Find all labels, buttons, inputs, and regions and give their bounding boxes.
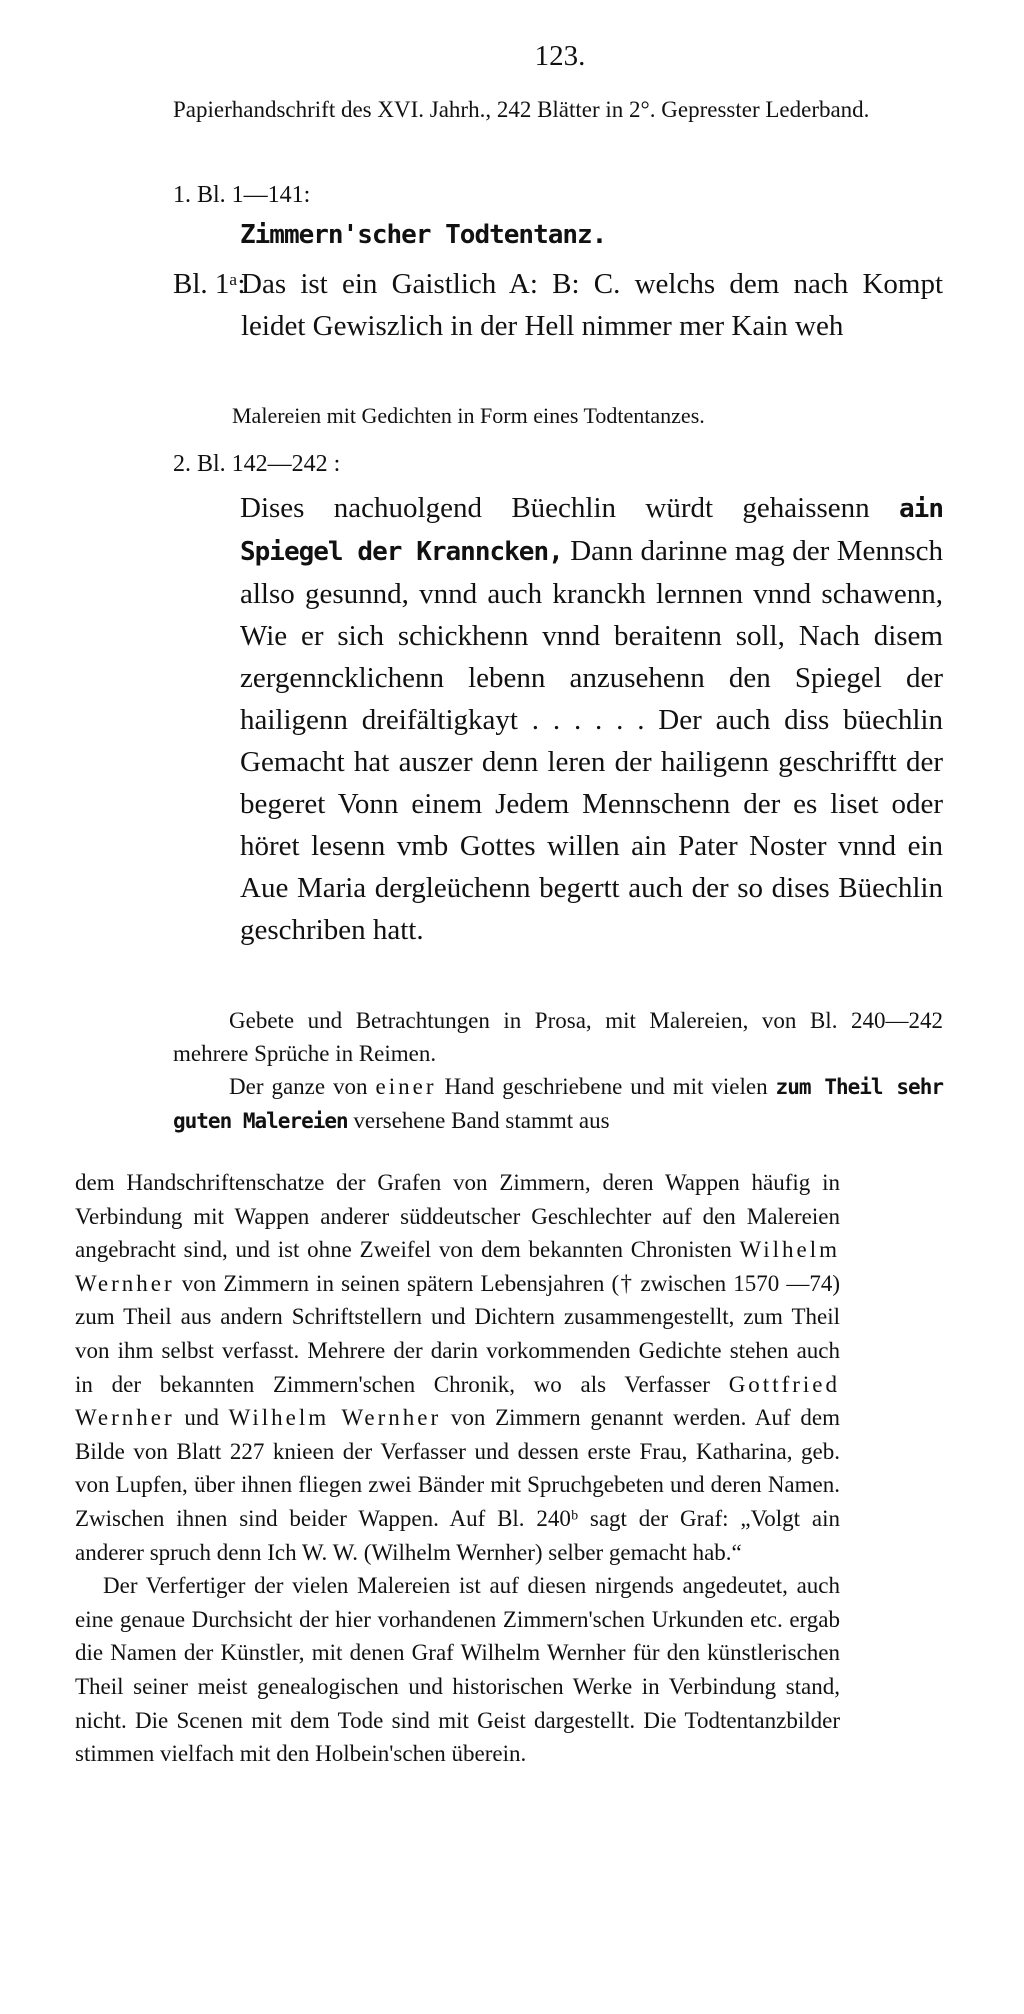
note-b-text-3: versehene Band stammt aus bbox=[347, 1108, 610, 1133]
p1-text-a: dem Handschriftenschatze der Grafen von Zimmern, deren Wappen häufig in Verbindung mit Wappen anderer süddeutscher Geschlechter auf den Malereien angebracht sind, und ist ohne Zweifel von dem bekannten Chronisten bbox=[75, 1170, 840, 1263]
section-1-title: Zimmern'scher Todtentanz. bbox=[240, 220, 607, 250]
commentary bbox=[75, 1166, 840, 1771]
note-b-spaced: einer bbox=[375, 1074, 437, 1099]
section-2-heading: 2. Bl. 142—242 : bbox=[173, 451, 341, 477]
page-number: 123. bbox=[534, 40, 586, 72]
folio-label: Bl. 1ᵃ: bbox=[173, 268, 246, 300]
section-1-note: Malereien mit Gedichten in Form eines Todtentanzes. bbox=[232, 403, 705, 428]
p1-spaced-name-3: Wilhelm Wernher bbox=[228, 1405, 442, 1431]
section-2-notes bbox=[173, 1004, 943, 1138]
section-1-incipit bbox=[173, 263, 943, 347]
incipit-text: Das ist ein Gaistlich A: B: C. welchs dem nach Kompt leidet Gewiszlich in der Hell nimmer mer Kain weh bbox=[241, 268, 943, 342]
manuscript-description: Papierhandschrift des XVI. Jahrh., 242 Blätter in 2°. Gepresster Lederband. bbox=[173, 97, 870, 122]
incipit-text-rest: Dann darinne mag der Mennsch allso gesunnd, vnnd auch kranckh lernnen vnnd schawenn, Wie er sich schickhenn vnnd beraitenn soll, Nach disem zergenncklichenn lebenn anzusehenn den Spiegel der hailigenn dreifältigkayt . . . . . . Der auch diss büechlin Gemacht hat auszer denn leren der hailigenn geschrifftt der begeret Vonn einem Jedem Mennschenn der es liset oder höret lesenn vmb Gottes willen ain Pater Noster vnnd ein Aue Maria dergleüchenn begertt auch der so dises Büechlin geschriben hatt. bbox=[240, 535, 944, 946]
p1-spaced-name-2: Gottfried Wernher bbox=[75, 1371, 840, 1431]
note-b-bold: zum Theil sehr guten Malereien bbox=[173, 1075, 943, 1133]
note-b-text-1: Der ganze von bbox=[229, 1074, 376, 1099]
incipit-bold-title: ain Spiegel der Kranncken, bbox=[240, 494, 943, 567]
note-b-text-2: Hand geschriebene und mit vielen bbox=[436, 1074, 776, 1099]
p1-text-c: und bbox=[174, 1405, 229, 1431]
p1-text-d: von Zimmern genannt werden. Auf dem Bilde von Blatt 227 knieen der Verfasser und dessen erste Frau, Katharina, geb. von Lupfen, über ihnen fliegen zwei Bänder mit Spruchgebeten und deren Namen. Zwischen ihnen sind beider Wappen. Auf Bl. 240ᵇ sagt der Graf: „Volgt ain anderer spruch denn Ich W. W. (Wilhelm Wernher) selber gemacht hab.“ bbox=[75, 1405, 841, 1565]
section-2-incipit bbox=[240, 487, 943, 951]
section-2-note-b bbox=[173, 1070, 943, 1138]
p1-spaced-name-1: Wilhelm Wernher bbox=[75, 1237, 840, 1296]
commentary-paragraph-2: Der Verfertiger der vielen Malereien ist auf diesen nirgends angedeutet, auch eine genaue Durchsicht der hier vorhandenen Zimmern'schen Urkunden etc. ergab die Namen der Künstler, mit denen Graf Wilhelm Wernher für den künstlerischen Theil seiner meist genealogischen und historischen Werke in Verbindung stand, nicht. Die Scenen mit dem Tode sind mit Geist dargestellt. Die Todtentanzbilder stimmen vielfach mit den Holbein'schen überein. bbox=[75, 1573, 840, 1767]
incipit-text-start: Dises nachuolgend Büechlin würdt gehaissenn bbox=[240, 492, 900, 524]
section-1-heading: 1. Bl. 1—141: bbox=[173, 182, 311, 208]
p1-text-b: von Zimmern in seinen spätern Lebensjahren († zwischen 1570 —74) zum Theil aus andern Schriftstellern und Dichtern zusammengestellt, zum Theil von ihm selbst verfasst. Mehrere der darin vorkommenden Gedichte stehen auch in der bekannten Zimmern'schen Chronik, wo als Verfasser bbox=[75, 1270, 840, 1397]
section-2-note-a: Gebete und Betrachtungen in Prosa, mit Malereien, von Bl. 240—242 mehrere Sprüche in Reimen. bbox=[173, 1008, 943, 1066]
commentary-paragraph-1 bbox=[75, 1166, 840, 1569]
